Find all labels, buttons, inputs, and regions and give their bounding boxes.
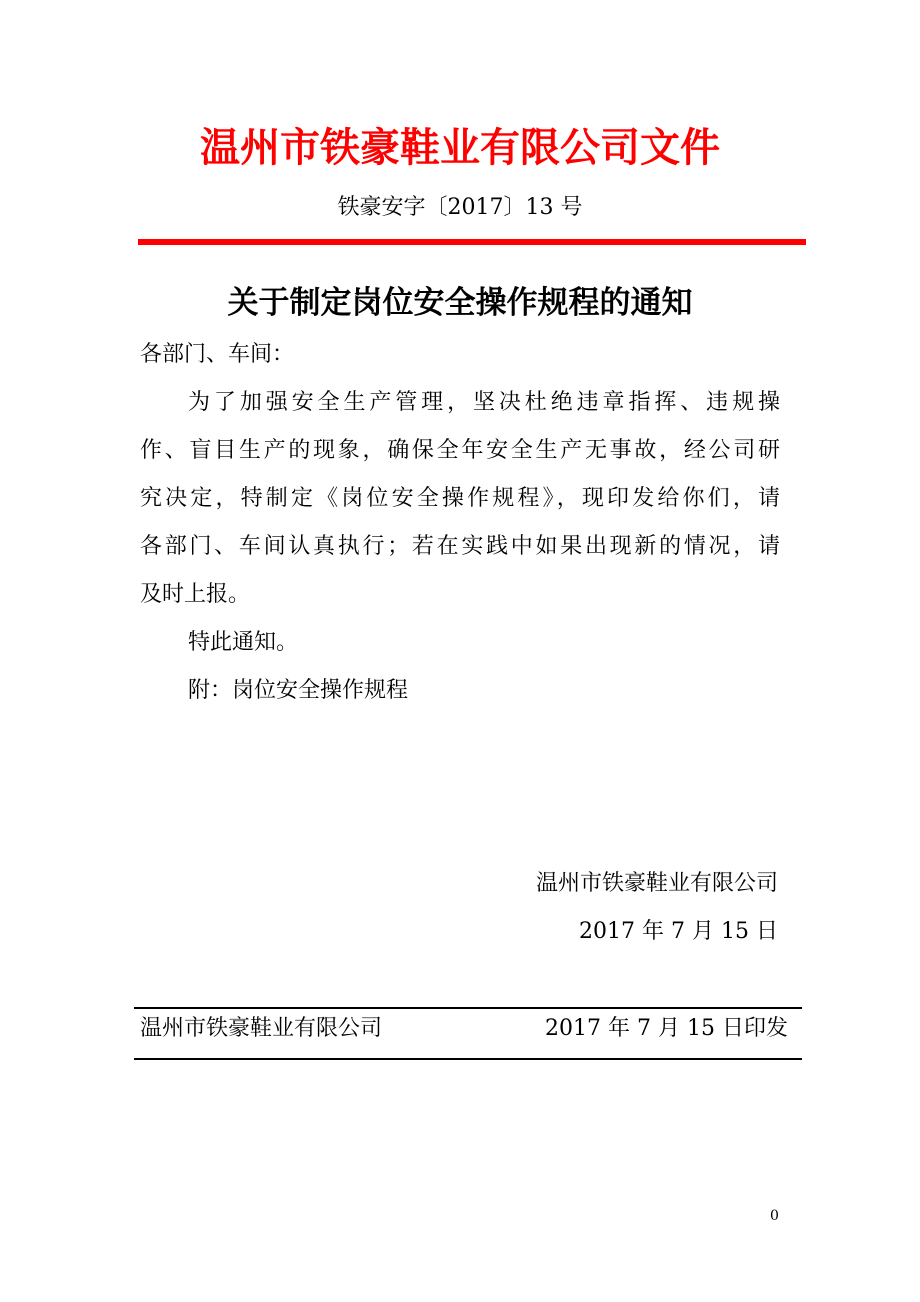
footer-issuer: 温州市铁豪鞋业有限公司 [140, 1016, 383, 1041]
document-number: 铁豪安字〔2017〕13 号 [337, 195, 583, 220]
closing-line: 特此通知。 [188, 630, 299, 655]
body-line-2: 作、盲目生产的现象，确保全年安全生产无事故，经公司研 [140, 438, 780, 463]
notice-title: 关于制定岗位安全操作规程的通知 [227, 285, 693, 321]
body-line-4: 各部门、车间认真执行；若在实践中如果出现新的情况，请 [140, 534, 780, 559]
signature-date: 2017 年 7 月 15 日 [579, 919, 778, 944]
red-header-rule [138, 239, 806, 245]
document-header-title: 温州市铁豪鞋业有限公司文件 [200, 125, 720, 171]
footer-top-rule [134, 1007, 802, 1009]
salutation: 各部门、车间： [140, 342, 295, 367]
attachment-line: 附：岗位安全操作规程 [188, 678, 409, 703]
body-line-1: 为了加强安全生产管理，坚决杜绝违章指挥、违规操 [188, 390, 780, 415]
body-line-5: 及时上报。 [140, 582, 251, 607]
footer-bottom-rule [134, 1058, 802, 1060]
signature-company: 温州市铁豪鞋业有限公司 [535, 871, 778, 896]
body-line-3: 究决定，特制定《岗位安全操作规程》，现印发给你们，请 [140, 486, 780, 511]
footer-issue-date: 2017 年 7 月 15 日印发 [545, 1016, 788, 1041]
page-number: 0 [770, 1208, 779, 1224]
